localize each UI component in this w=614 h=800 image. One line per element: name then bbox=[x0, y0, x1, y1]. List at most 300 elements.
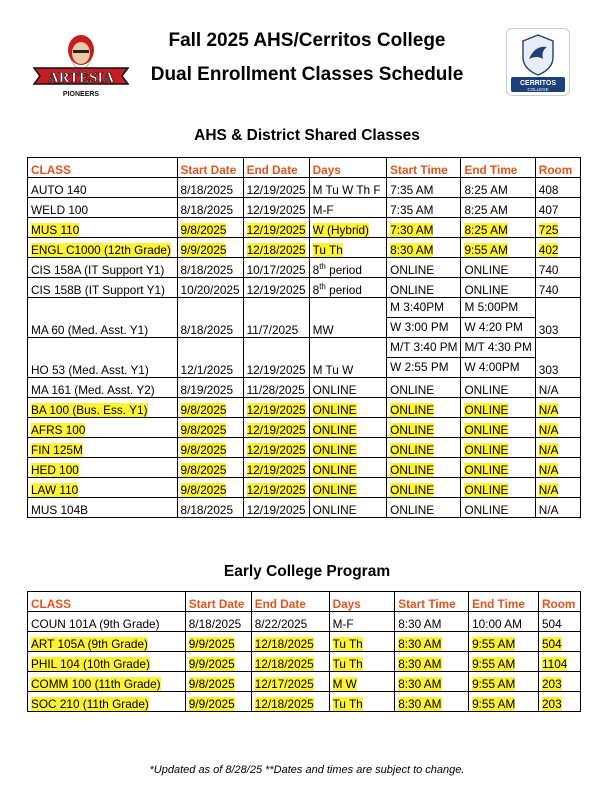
cell-text: 9/8/2025 bbox=[180, 403, 227, 417]
column-header: End Date bbox=[243, 158, 309, 178]
cell-text: ONLINE bbox=[464, 503, 509, 517]
svg-text:CERRITOS: CERRITOS bbox=[519, 80, 557, 87]
table-cell bbox=[177, 198, 243, 218]
table-cell bbox=[387, 378, 461, 398]
cell-text: 8:25 AM bbox=[464, 223, 508, 237]
svg-text:ARTESIA: ARTESIA bbox=[47, 70, 115, 86]
table-cell bbox=[461, 178, 535, 198]
cell-text: MUS 104B bbox=[31, 503, 89, 517]
table-cell bbox=[387, 438, 461, 458]
cell-text: 8/18/2025 bbox=[180, 503, 234, 517]
cell-text: LAW 110 bbox=[31, 483, 79, 497]
column-header: CLASS bbox=[28, 592, 186, 612]
table-cell bbox=[28, 418, 178, 438]
table-cell bbox=[177, 238, 243, 258]
cell-text: ONLINE bbox=[312, 383, 357, 397]
table-cell bbox=[177, 438, 243, 458]
table-cell bbox=[28, 258, 178, 278]
page-title: Fall 2025 AHS/Cerritos College bbox=[168, 30, 446, 51]
table-row bbox=[28, 338, 581, 378]
column-header: Days bbox=[309, 158, 387, 178]
cell-text: SOC 210 (11th Grade) bbox=[31, 697, 149, 711]
table-cell bbox=[185, 632, 251, 652]
table-cell bbox=[251, 692, 329, 712]
cell-text: 8:30 AM bbox=[390, 243, 434, 257]
table-cell bbox=[387, 198, 461, 218]
table-row bbox=[28, 378, 581, 398]
table-cell bbox=[177, 338, 243, 378]
table-cell bbox=[329, 612, 395, 632]
table-cell bbox=[461, 258, 535, 278]
table-cell-line: W 2:55 PM bbox=[390, 360, 449, 374]
table-cell bbox=[251, 632, 329, 652]
cell-text: CIS 158A (IT Support Y1) bbox=[31, 263, 165, 277]
table-cell-line: W 3:00 PM bbox=[390, 320, 449, 334]
table-row bbox=[28, 298, 581, 338]
cell-text: 9/8/2025 bbox=[180, 223, 227, 237]
cell-text: ONLINE bbox=[312, 403, 357, 417]
cell-text: 1104 bbox=[541, 657, 568, 671]
cell-text: 740 bbox=[538, 283, 559, 297]
table-cell bbox=[28, 632, 186, 652]
table-cell bbox=[329, 672, 395, 692]
table-cell bbox=[387, 238, 461, 258]
cell-text: 725 bbox=[538, 223, 559, 237]
table-cell bbox=[469, 612, 539, 632]
cell-text: M-F bbox=[332, 617, 354, 631]
cell-text: ONLINE bbox=[390, 483, 435, 497]
table-cell bbox=[243, 338, 309, 378]
table-cell bbox=[538, 672, 580, 692]
cell-text: HED 100 bbox=[31, 463, 79, 477]
cell-text: 408 bbox=[538, 183, 559, 197]
table-cell bbox=[538, 692, 580, 712]
shared-classes-heading: AHS & District Shared Classes bbox=[194, 127, 420, 144]
table-cell bbox=[309, 258, 387, 278]
table-cell bbox=[243, 198, 309, 218]
cell-text: 8:30 AM bbox=[398, 637, 442, 651]
table-cell bbox=[538, 652, 580, 672]
column-header: CLASS bbox=[28, 158, 178, 178]
cell-text: 9/9/2025 bbox=[188, 637, 235, 651]
cell-text: 9:55 AM bbox=[464, 243, 508, 257]
table-cell bbox=[461, 378, 535, 398]
table-cell bbox=[461, 298, 535, 338]
table-cell bbox=[243, 238, 309, 258]
table-cell bbox=[309, 178, 387, 198]
table-cell bbox=[243, 178, 309, 198]
cell-text: 12/1/2025 bbox=[180, 363, 234, 377]
table-cell bbox=[177, 478, 243, 498]
table-cell bbox=[387, 498, 461, 518]
cell-text: MW bbox=[312, 323, 334, 337]
cell-text: 9/9/2025 bbox=[180, 243, 227, 257]
table-cell bbox=[535, 278, 580, 298]
cell-text: ONLINE bbox=[390, 423, 435, 437]
table-cell bbox=[461, 398, 535, 418]
cell-text: 303 bbox=[538, 363, 559, 377]
table-cell-line: M/T 4:30 PM bbox=[461, 338, 534, 358]
table-cell bbox=[309, 498, 387, 518]
table-header-row bbox=[28, 592, 581, 612]
table-cell bbox=[243, 478, 309, 498]
table-cell bbox=[28, 338, 178, 378]
cell-text: 10:00 AM bbox=[472, 617, 522, 631]
table-cell bbox=[28, 298, 178, 338]
table-cell bbox=[461, 478, 535, 498]
table-cell bbox=[28, 498, 178, 518]
table-cell bbox=[387, 478, 461, 498]
cell-text: 12/19/2025 bbox=[246, 223, 306, 237]
cell-text: N/A bbox=[538, 483, 559, 497]
cell-text: 9/8/2025 bbox=[180, 443, 227, 457]
table-cell bbox=[28, 612, 186, 632]
cell-text: Tu Th bbox=[332, 637, 363, 651]
table-row bbox=[28, 258, 581, 278]
table-cell bbox=[177, 378, 243, 398]
table-cell bbox=[329, 652, 395, 672]
cell-text: 7:35 AM bbox=[390, 183, 434, 197]
table-row bbox=[28, 498, 581, 518]
cell-text: FIN 125M bbox=[31, 443, 83, 457]
cell-text: AFRS 100 bbox=[31, 423, 86, 437]
cell-text: ONLINE bbox=[464, 383, 509, 397]
table-cell bbox=[461, 458, 535, 478]
column-header: Start Date bbox=[185, 592, 251, 612]
cell-text: ONLINE bbox=[312, 503, 357, 517]
table-cell bbox=[28, 238, 178, 258]
cell-text: ONLINE bbox=[312, 463, 357, 477]
table-cell bbox=[387, 178, 461, 198]
cell-text: N/A bbox=[538, 443, 559, 457]
svg-text:PIONEERS: PIONEERS bbox=[62, 91, 100, 98]
table-cell bbox=[243, 418, 309, 438]
table-cell bbox=[387, 398, 461, 418]
table-cell-line: M/T 3:40 PM bbox=[387, 338, 460, 358]
table-cell bbox=[28, 438, 178, 458]
table-cell bbox=[535, 238, 580, 258]
cell-text: 10/17/2025 bbox=[246, 263, 306, 277]
cell-text: 12/18/2025 bbox=[254, 697, 314, 711]
cell-text: 12/19/2025 bbox=[246, 203, 306, 217]
table-cell bbox=[243, 258, 309, 278]
cell-text: AUTO 140 bbox=[31, 183, 87, 197]
table-cell bbox=[243, 218, 309, 238]
table-cell bbox=[535, 338, 580, 378]
cell-text: 12/19/2025 bbox=[246, 463, 306, 477]
cell-text: 12/19/2025 bbox=[246, 403, 306, 417]
table-cell bbox=[387, 458, 461, 478]
table-cell bbox=[538, 612, 580, 632]
cell-text: N/A bbox=[538, 423, 559, 437]
table-row bbox=[28, 458, 581, 478]
table-cell bbox=[177, 498, 243, 518]
cell-text: ONLINE bbox=[464, 403, 509, 417]
cell-text: ONLINE bbox=[464, 463, 509, 477]
cell-text: ONLINE bbox=[390, 503, 435, 517]
cell-text: ONLINE bbox=[464, 483, 509, 497]
table-cell bbox=[251, 612, 329, 632]
cell-text: 12/19/2025 bbox=[246, 183, 306, 197]
cell-text: 8th period bbox=[312, 282, 362, 297]
table-cell bbox=[461, 238, 535, 258]
table-row bbox=[28, 178, 581, 198]
cell-text: 740 bbox=[538, 263, 559, 277]
table-row bbox=[28, 218, 581, 238]
cell-text: 8:25 AM bbox=[464, 183, 508, 197]
table-cell bbox=[329, 632, 395, 652]
table-row bbox=[28, 418, 581, 438]
table-header-row bbox=[28, 158, 581, 178]
cell-text: 303 bbox=[538, 323, 559, 337]
table-cell bbox=[461, 418, 535, 438]
cell-text: 12/19/2025 bbox=[246, 363, 306, 377]
table-cell bbox=[535, 418, 580, 438]
table-row bbox=[28, 438, 581, 458]
table-cell bbox=[535, 478, 580, 498]
cell-text: 8:25 AM bbox=[464, 203, 508, 217]
cell-text: ONLINE bbox=[312, 423, 357, 437]
table-cell bbox=[28, 278, 178, 298]
svg-text:COLLEGE: COLLEGE bbox=[527, 87, 549, 92]
table-row bbox=[28, 398, 581, 418]
footer-note: *Updated as of 8/28/25 **Dates and times are subject to change. bbox=[149, 764, 465, 776]
cell-text: M W bbox=[332, 677, 357, 691]
table-cell bbox=[177, 298, 243, 338]
cell-text: ENGL C1000 (12th Grade) bbox=[31, 243, 171, 257]
cell-text: WELD 100 bbox=[31, 203, 89, 217]
table-cell bbox=[461, 278, 535, 298]
cell-text: 8/18/2025 bbox=[180, 263, 234, 277]
table-cell bbox=[395, 692, 469, 712]
cell-text: Tu Th bbox=[332, 697, 363, 711]
cell-text: Tu Th bbox=[312, 243, 343, 257]
cell-text: 9/8/2025 bbox=[180, 463, 227, 477]
cell-text: COMM 100 (11th Grade) bbox=[31, 677, 161, 691]
table-cell bbox=[461, 498, 535, 518]
cell-text: 504 bbox=[541, 637, 562, 651]
cell-text: ONLINE bbox=[464, 443, 509, 457]
table-cell bbox=[387, 278, 461, 298]
cell-text: ONLINE bbox=[390, 383, 435, 397]
cell-text: 8th period bbox=[312, 262, 362, 277]
table-cell bbox=[309, 238, 387, 258]
table-cell bbox=[243, 378, 309, 398]
column-header: End Time bbox=[469, 592, 539, 612]
cell-text: 12/18/2025 bbox=[254, 637, 314, 651]
cell-text: Tu Th bbox=[332, 657, 363, 671]
cell-text: ONLINE bbox=[390, 443, 435, 457]
column-header: Room bbox=[538, 592, 580, 612]
table-cell bbox=[28, 478, 178, 498]
table-cell bbox=[185, 652, 251, 672]
cell-text: ONLINE bbox=[390, 403, 435, 417]
cell-text: MUS 110 bbox=[31, 223, 80, 237]
cell-text: CIS 158B (IT Support Y1) bbox=[31, 283, 165, 297]
table-cell bbox=[28, 652, 186, 672]
cell-text: 12/18/2025 bbox=[254, 657, 314, 671]
table-cell bbox=[177, 398, 243, 418]
cell-text: 8/18/2025 bbox=[188, 617, 242, 631]
table-cell-line: W 4:20 PM bbox=[464, 320, 523, 334]
cell-text: 12/19/2025 bbox=[246, 283, 306, 297]
table-row bbox=[28, 478, 581, 498]
cell-text: 203 bbox=[541, 677, 562, 691]
table-cell bbox=[535, 438, 580, 458]
table-cell bbox=[309, 278, 387, 298]
table-cell bbox=[177, 418, 243, 438]
cell-text: 9/9/2025 bbox=[188, 697, 235, 711]
table-cell bbox=[329, 692, 395, 712]
cell-text: 8/18/2025 bbox=[180, 203, 234, 217]
table-cell bbox=[538, 632, 580, 652]
cell-text: ONLINE bbox=[312, 443, 357, 457]
table-row bbox=[28, 278, 581, 298]
cell-text: M Tu W bbox=[312, 363, 354, 377]
table-cell bbox=[469, 672, 539, 692]
table-cell bbox=[177, 458, 243, 478]
table-cell bbox=[28, 378, 178, 398]
table-cell bbox=[309, 378, 387, 398]
table-cell bbox=[469, 652, 539, 672]
table-cell bbox=[387, 418, 461, 438]
table-cell bbox=[535, 498, 580, 518]
table-cell bbox=[28, 692, 186, 712]
table-cell bbox=[387, 338, 461, 378]
cell-text: 8/19/2025 bbox=[180, 383, 234, 397]
cell-text: 8/22/2025 bbox=[254, 617, 308, 631]
cell-text: N/A bbox=[538, 503, 559, 517]
column-header: Room bbox=[535, 158, 580, 178]
table-cell bbox=[28, 218, 178, 238]
table-row bbox=[28, 238, 581, 258]
table-cell-line: W 4:00PM bbox=[464, 360, 520, 374]
table-cell-line: M 5:00PM bbox=[461, 298, 534, 318]
cell-text: COUN 101A (9th Grade) bbox=[31, 617, 160, 631]
table-cell bbox=[28, 672, 186, 692]
cell-text: 12/19/2025 bbox=[246, 483, 306, 497]
table-cell bbox=[387, 258, 461, 278]
table-cell bbox=[309, 298, 387, 338]
cell-text: 12/18/2025 bbox=[246, 243, 306, 257]
table-cell bbox=[535, 378, 580, 398]
table-row bbox=[28, 652, 581, 672]
table-cell bbox=[461, 218, 535, 238]
cell-text: ART 105A (9th Grade) bbox=[31, 637, 148, 651]
column-header: End Time bbox=[461, 158, 535, 178]
table-cell bbox=[309, 198, 387, 218]
table-cell bbox=[535, 178, 580, 198]
cell-text: BA 100 (Bus. Ess. Y1) bbox=[31, 403, 148, 417]
table-cell bbox=[28, 458, 178, 478]
cell-text: 9/8/2025 bbox=[188, 677, 235, 691]
cell-text: HO 53 (Med. Asst. Y1) bbox=[31, 363, 149, 377]
table-row bbox=[28, 612, 581, 632]
cell-text: N/A bbox=[538, 383, 559, 397]
cell-text: 12/19/2025 bbox=[246, 443, 306, 457]
table-cell bbox=[243, 498, 309, 518]
table-cell bbox=[387, 218, 461, 238]
column-header: Days bbox=[329, 592, 395, 612]
cell-text: 9:55 AM bbox=[472, 637, 516, 651]
table-cell bbox=[535, 298, 580, 338]
cell-text: ONLINE bbox=[312, 483, 357, 497]
page-subtitle: Dual Enrollment Classes Schedule bbox=[150, 64, 464, 85]
cell-text: 8:30 AM bbox=[398, 657, 442, 671]
cell-text: N/A bbox=[538, 403, 559, 417]
cell-text: 8:30 AM bbox=[398, 697, 442, 711]
cell-text: 9:55 AM bbox=[472, 697, 516, 711]
cell-text: 8:30 AM bbox=[398, 617, 442, 631]
table-cell bbox=[243, 438, 309, 458]
table-cell bbox=[243, 278, 309, 298]
cell-text: ONLINE bbox=[390, 283, 435, 297]
table-cell bbox=[309, 338, 387, 378]
table-cell bbox=[461, 338, 535, 378]
table-cell bbox=[469, 632, 539, 652]
table-cell bbox=[461, 438, 535, 458]
table-cell bbox=[185, 672, 251, 692]
cell-text: PHIL 104 (10th Grade) bbox=[31, 657, 150, 671]
table-row bbox=[28, 198, 581, 218]
cell-text: 9:55 AM bbox=[472, 677, 516, 691]
table-cell bbox=[395, 612, 469, 632]
table-cell bbox=[535, 258, 580, 278]
cell-text: 11/7/2025 bbox=[246, 323, 299, 337]
table-cell bbox=[387, 298, 461, 338]
cell-text: N/A bbox=[538, 463, 559, 477]
table-cell bbox=[251, 672, 329, 692]
table-cell bbox=[309, 418, 387, 438]
cell-text: 8/18/2025 bbox=[180, 183, 234, 197]
table-cell bbox=[309, 398, 387, 418]
table-cell bbox=[309, 458, 387, 478]
table-cell bbox=[243, 398, 309, 418]
cell-text: ONLINE bbox=[464, 283, 509, 297]
table-cell bbox=[535, 458, 580, 478]
table-cell bbox=[185, 612, 251, 632]
cell-text: 8:30 AM bbox=[398, 677, 442, 691]
cell-text: ONLINE bbox=[464, 423, 509, 437]
cell-text: W (Hybrid) bbox=[312, 223, 369, 237]
cell-text: 407 bbox=[538, 203, 559, 217]
cell-text: 10/20/2025 bbox=[180, 283, 240, 297]
table-cell bbox=[469, 692, 539, 712]
cell-text: 504 bbox=[541, 617, 562, 631]
table-cell bbox=[28, 398, 178, 418]
table-cell bbox=[177, 218, 243, 238]
table-row bbox=[28, 672, 581, 692]
table-cell bbox=[177, 258, 243, 278]
table-row bbox=[28, 692, 581, 712]
column-header: Start Time bbox=[387, 158, 461, 178]
table-cell bbox=[535, 198, 580, 218]
cell-text: M-F bbox=[312, 203, 334, 217]
table-cell bbox=[243, 458, 309, 478]
table-row bbox=[28, 632, 581, 652]
cell-text: 9/8/2025 bbox=[180, 483, 227, 497]
table-cell bbox=[251, 652, 329, 672]
column-header: Start Time bbox=[395, 592, 469, 612]
table-cell bbox=[461, 198, 535, 218]
early-college-table bbox=[27, 591, 581, 712]
table-cell bbox=[243, 298, 309, 338]
cell-text: ONLINE bbox=[390, 263, 435, 277]
table-cell bbox=[177, 278, 243, 298]
cell-text: MA 161 (Med. Asst. Y2) bbox=[31, 383, 155, 397]
cell-text: 11/28/2025 bbox=[246, 383, 305, 397]
cell-text: 12/19/2025 bbox=[246, 503, 306, 517]
